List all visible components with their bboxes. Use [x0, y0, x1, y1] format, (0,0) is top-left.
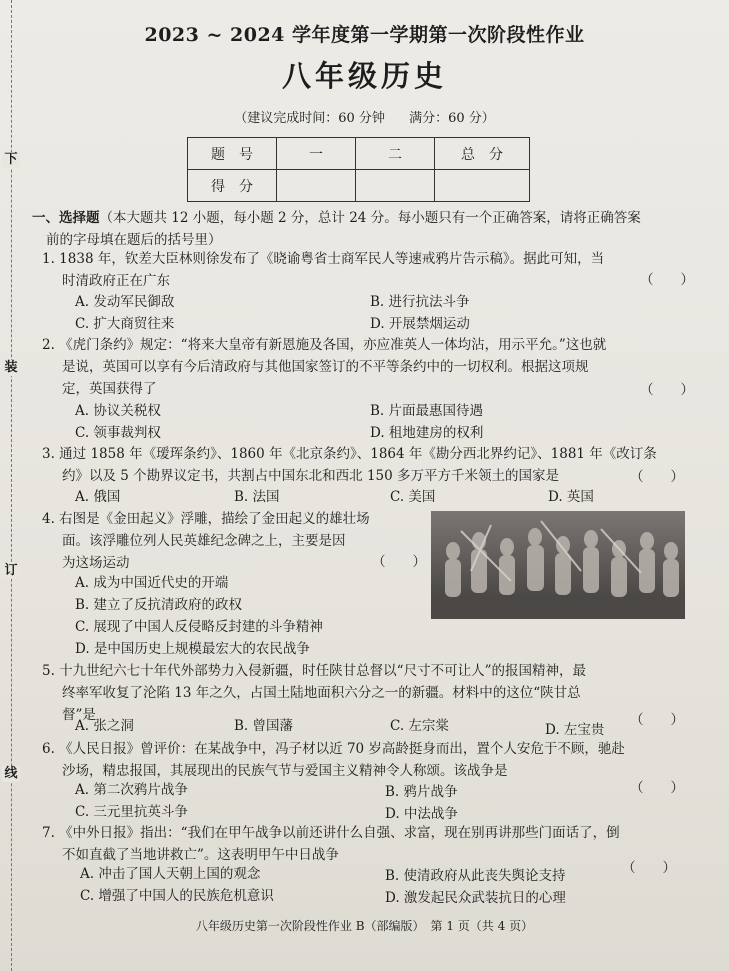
answer-bracket[interactable]: （ ）: [630, 712, 684, 728]
score-note: 满分：60 分）: [409, 111, 495, 126]
question-line: 4. 右图是《金田起义》浮雕，描绘了金田起义的雄壮场: [42, 511, 370, 527]
section-heading: 一、选择题: [32, 210, 100, 226]
answer-bracket[interactable]: （ ）: [630, 469, 684, 485]
binding-margin: [0, 0, 22, 971]
option-a[interactable]: A. 第二次鸦片战争: [75, 782, 188, 798]
option-c[interactable]: C. 展现了中国人反侵略反封建的斗争精神: [75, 619, 323, 635]
subject-title: 八年级历史: [281, 59, 447, 93]
exam-title: 2023 ~ 2024 学年度第一学期第一次阶段性作业: [144, 24, 585, 46]
time-note: （建议完成时间：60 分钟: [234, 111, 385, 126]
option-a[interactable]: A. 冲击了国人天朝上国的观念: [80, 866, 261, 882]
question-line: 时清政府正在广东: [62, 273, 170, 289]
score-input-cell[interactable]: [277, 170, 356, 202]
question-line: 2. 《虎门条约》规定：“将来大皇帝有新恩施及各国，亦应准英人一体均沾，用示平允。”这也就: [42, 337, 607, 353]
question-7: [42, 822, 700, 866]
table-cell: 题 号: [188, 138, 277, 170]
question-line: 督”是: [62, 707, 96, 723]
option-d[interactable]: D. 左宝贵: [545, 722, 605, 738]
option-b[interactable]: B. 法国: [234, 489, 280, 505]
answer-bracket[interactable]: （ ）: [640, 382, 694, 398]
question-3: [42, 443, 700, 487]
question-6: [42, 738, 700, 782]
question-line: 7. 《中外日报》指出：“我们在甲午战争以前还讲什么自强、求富，现在别再讲那些门面话了，倒: [42, 825, 620, 841]
question-line: 6. 《人民日报》曾评价：在某战争中，冯子材以近 70 岁高龄挺身而出，置个人安危于不顾，驰赴: [42, 741, 625, 757]
table-row: [188, 138, 530, 170]
table-cell: 一: [277, 138, 356, 170]
table-row: [188, 170, 530, 202]
option-a[interactable]: A. 张之洞: [75, 718, 134, 734]
option-b[interactable]: B. 使清政府从此丧失舆论支持: [385, 868, 566, 884]
exam-meta: [0, 107, 729, 126]
question-line: 1. 1838 年，钦差大臣林则徐发布了《晓谕粤省士商军民人等速戒鸦片告示稿》。据此可知，当: [42, 251, 605, 267]
question-line: 是说，英国可以享有今后清政府与其他国家签订的不平等条约中的一切权利。根据这项规: [62, 359, 589, 375]
option-b[interactable]: B. 进行抗法斗争: [370, 294, 470, 310]
answer-bracket[interactable]: （ ）: [622, 860, 676, 876]
instruction-line: 前的字母填在题后的括号里）: [46, 232, 222, 248]
option-a[interactable]: A. 发动军民御敌: [75, 294, 175, 310]
option-d[interactable]: D. 英国: [548, 489, 594, 505]
relief-sculpture-image: [431, 511, 685, 619]
score-table: [187, 137, 530, 202]
option-a[interactable]: A. 成为中国近代史的开端: [75, 575, 229, 591]
question-line: 3. 通过 1858 年《瑷珲条约》、1860 年《北京条约》、1864 年《勘分西北界约记》、1881 年《改订条: [42, 446, 657, 462]
binding-mark: 线: [2, 766, 20, 782]
question-5: [42, 660, 700, 726]
question-line: 约》以及 5 个勘界议定书，共割占中国东北和西北 150 多万平方千米领土的国家是: [62, 468, 560, 484]
option-b[interactable]: B. 片面最惠国待遇: [370, 403, 484, 419]
option-c[interactable]: C. 美国: [390, 489, 436, 505]
binding-dashed-line: [11, 0, 12, 971]
table-cell: 得 分: [188, 170, 277, 202]
table-cell: 二: [356, 138, 435, 170]
instruction-line: （本大题共 12 小题，每小题 2 分，总计 24 分。每小题只有一个正确答案，请将正确答案: [99, 210, 641, 226]
binding-mark: 订: [2, 563, 20, 579]
option-c[interactable]: C. 领事裁判权: [75, 425, 161, 441]
question-line: 不如直截了当地讲救亡”。这表明甲午中日战争: [62, 847, 339, 863]
question-line: 沙场，精忠报国，其展现出的民族气节与爱国主义精神令人称颂。该战争是: [62, 763, 508, 779]
question-1: [42, 248, 700, 292]
question-line: 面。该浮雕位列人民英雄纪念碑之上，主要是因: [62, 533, 346, 549]
question-line: 为这场运动: [62, 555, 130, 571]
section-instructions: [32, 207, 700, 251]
option-a[interactable]: A. 协议关税权: [75, 403, 161, 419]
binding-mark: 下: [2, 152, 20, 168]
option-d[interactable]: D. 是中国历史上规模最宏大的农民战争: [75, 641, 310, 657]
binding-mark: 装: [2, 360, 20, 376]
question-line: 定，英国获得了: [62, 381, 157, 397]
score-input-cell[interactable]: [356, 170, 435, 202]
question-line: 5. 十九世纪六七十年代外部势力入侵新疆，时任陕甘总督以“尺寸不可让人”的报国精神，最: [42, 663, 586, 679]
option-b[interactable]: B. 曾国藩: [234, 718, 294, 734]
option-d[interactable]: D. 租地建房的权利: [370, 425, 484, 441]
page-footer: 八年级历史第一次阶段性作业 B（部编版） 第 1 页（共 4 页）: [195, 919, 534, 933]
answer-bracket[interactable]: （ ）: [372, 554, 426, 570]
option-c[interactable]: C. 三元里抗英斗争: [75, 804, 188, 820]
question-line: 终率军收复了沦陷 13 年之久，占国土陆地面积六分之一的新疆。材料中的这位“陕甘总: [62, 685, 581, 701]
score-input-cell[interactable]: [435, 170, 530, 202]
question-2: [42, 334, 700, 400]
option-b[interactable]: B. 鸦片战争: [385, 784, 458, 800]
option-d[interactable]: D. 开展禁烟运动: [370, 316, 470, 332]
option-d[interactable]: D. 中法战争: [385, 806, 458, 822]
option-b[interactable]: B. 建立了反抗清政府的政权: [75, 597, 243, 613]
option-c[interactable]: C. 扩大商贸往来: [75, 316, 175, 332]
answer-bracket[interactable]: （ ）: [630, 780, 684, 796]
answer-bracket[interactable]: （ ）: [640, 272, 694, 288]
table-cell: 总 分: [435, 138, 530, 170]
option-c[interactable]: C. 增强了中国人的民族危机意识: [80, 888, 274, 904]
option-c[interactable]: C. 左宗棠: [390, 718, 449, 734]
relief-sculpture-image: [431, 511, 685, 619]
option-d[interactable]: D. 激发起民众武装抗日的心理: [385, 890, 566, 906]
option-a[interactable]: A. 俄国: [75, 489, 121, 505]
